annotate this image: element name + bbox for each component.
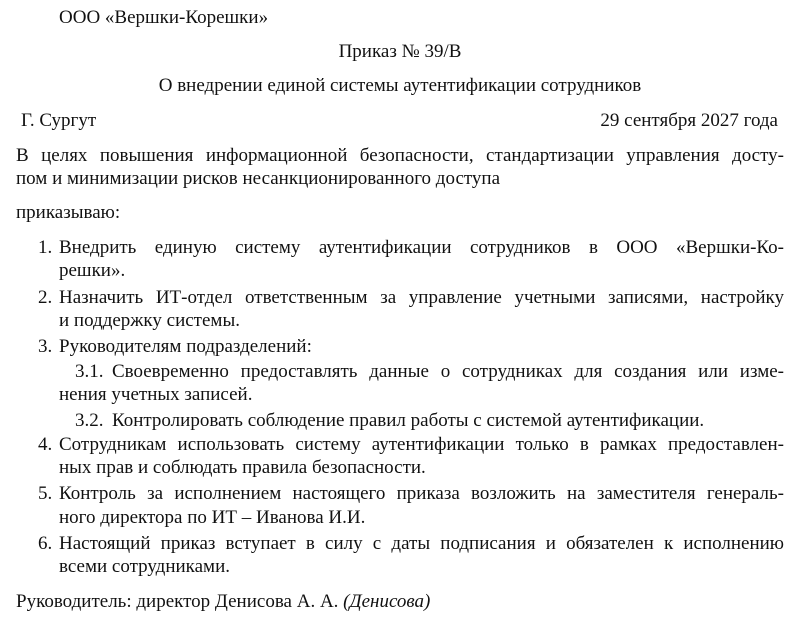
item-3-line-1: Руководителям подразделений: xyxy=(59,336,312,357)
subitem-3-1-line-2: нения учетных записей. xyxy=(59,384,253,405)
item-2-line-2: и поддержку системы. xyxy=(59,310,240,331)
item-number: 6. xyxy=(38,533,53,554)
subitem-3-2-line-1: Контролировать соблюдение правил работы с системой аутентификации. xyxy=(112,410,705,431)
item-number: 3. xyxy=(38,336,53,357)
order-date: 29 сентября 2027 года xyxy=(600,110,778,131)
item-number: 4. xyxy=(38,434,53,455)
preamble-line-2: пом и минимизации рисков несанкционированного доступа xyxy=(16,168,501,189)
item-number: 5. xyxy=(38,483,53,504)
item-2-line-1: Назначить ИТ-отдел ответственным за управление учетными записями, настройку xyxy=(59,287,784,308)
signature-label: Руководитель: директор Денисова А. А. xyxy=(16,591,339,612)
item-1-line-2: решки». xyxy=(59,260,126,281)
item-5-line-2: ного директора по ИТ – Иванова И.И. xyxy=(59,507,366,528)
subitem-3-1-line-1: Своевременно предоставлять данные о сотрудниках для создания или изме- xyxy=(112,361,784,382)
item-number: 1. xyxy=(38,237,53,258)
item-6-line-1: Настоящий приказ вступает в силу с даты подписания и обязателен к исполнению xyxy=(59,533,784,554)
city: Г. Сургут xyxy=(21,110,97,131)
item-1-line-1: Внедрить единую систему аутентификации сотрудников в ООО «Вершки-Ко- xyxy=(59,237,784,258)
item-6-line-2: всеми сотрудниками. xyxy=(59,556,230,577)
signature-line xyxy=(16,591,430,613)
subitem-number: 3.2. xyxy=(75,410,104,431)
preamble-line-1: В целях повышения информационной безопасности, стандартизации управления досту- xyxy=(16,145,784,166)
item-4-line-1: Сотрудникам использовать систему аутентификации только в рамках предоставлен- xyxy=(59,434,784,455)
item-number: 2. xyxy=(38,287,53,308)
item-4-line-2: ных прав и соблюдать правила безопасности. xyxy=(59,457,426,478)
order-word: приказываю: xyxy=(16,202,121,223)
subitem-number: 3.1. xyxy=(75,361,104,382)
organization-name: ООО «Вершки-Корешки» xyxy=(59,7,269,28)
order-subject: О внедрении единой системы аутентификации сотрудников xyxy=(158,75,642,96)
order-title: Приказ № 39/В xyxy=(338,41,462,62)
item-5-line-1: Контроль за исполнением настоящего приказа возложить на заместителя генераль- xyxy=(59,483,784,504)
signature-name: (Денисова) xyxy=(343,591,431,612)
